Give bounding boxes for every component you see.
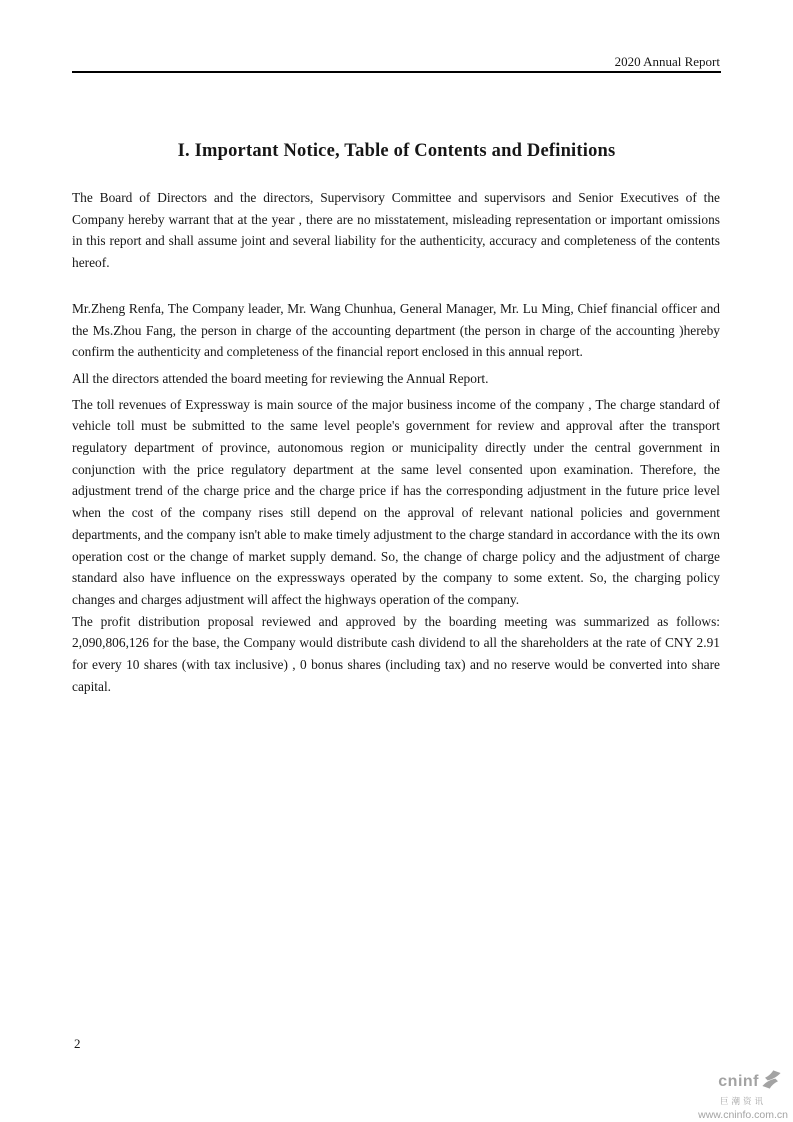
document-body: [72, 187, 720, 697]
paragraph-directors-attended: All the directors attended the board meeting for reviewing the Annual Report.: [72, 370, 489, 386]
logo-wordmark-row: [718, 1070, 782, 1094]
cninfo-logo: [698, 1070, 788, 1121]
section-title: I. Important Notice, Table of Contents and Definitions: [177, 141, 616, 162]
logo-url: www.cninfo.com.cn: [698, 1109, 788, 1121]
header-title: 2020 Annual Report: [614, 54, 720, 69]
logo-wordmark: cninf: [718, 1073, 759, 1090]
paragraph-board-warrant: The Board of Directors and the directors, Supervisory Committee and supervisors and Senior Executives of the Company hereby warrant that at the year , there are no misstatement, misleading representation or important omissions in this report and shall assume joint and several liability for the authenticity, accuracy and completeness of the contents hereof.: [72, 190, 720, 271]
paragraph-profit-distribution: The profit distribution proposal reviewed and approved by the boarding meeting was summarized as follows: 2,090,806,126 for the base, the Company would distribute cash dividend to all the shareholders at the rate of CNY 2.91 for every 10 shares (with tax inclusive) , 0 bonus shares (including tax) and no reserve would be converted into share capital.: [72, 613, 720, 694]
swoosh-icon: [761, 1070, 782, 1094]
paragraph-executives-confirm: Mr.Zheng Renfa, The Company leader, Mr. Wang Chunhua, General Manager, Mr. Lu Ming, Chief financial officer and the Ms.Zhou Fang, the person in charge of the accounting department (the person in charge of the accounting )hereby confirm the authenticity and completeness of the financial report enclosed in this annual report.: [72, 300, 720, 360]
page-number: 2: [74, 1036, 81, 1051]
paragraph-toll-revenues: The toll revenues of Expressway is main source of the major business income of the company , The charge standard of vehicle toll must be submitted to the same level people's government for review and approval after the transport regulatory department of province, autonomous region or municipality directly under the central government in conjunction with the price regulatory department at the same level consented upon examination. Therefore, the adjustment trend of the charge price and the charge price if has the corresponding adjustment in the future price level when the cost of the company rises still depend on the approval of relevant national policies and government departments, and the company isn't able to make timely adjustment to the charge standard in accordance with the its own operation cost or the change of market supply demand. So, the change of charge policy and the adjustment of charge standard also have influence on the expressways operated by the company to some extent. So, the charging policy changes and charges adjustment will affect the highways operation of the company.: [72, 396, 720, 607]
logo-subtitle: 巨潮资讯: [719, 1096, 766, 1106]
header-rule: [72, 71, 721, 73]
